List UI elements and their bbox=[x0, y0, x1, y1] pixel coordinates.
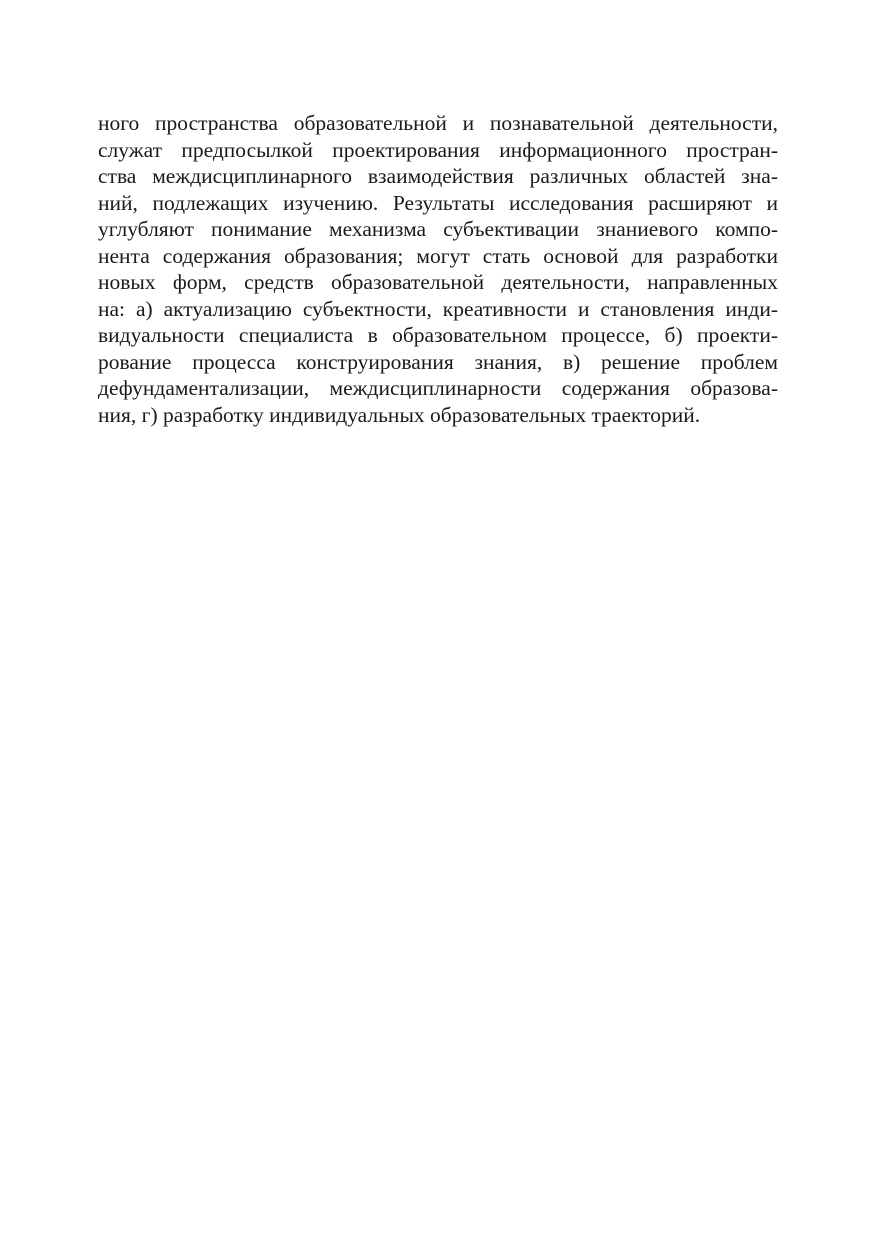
paragraph-line: видуальности специалиста в образовательном процессе, б) проекти- bbox=[98, 323, 778, 347]
paragraph-line: дефундаментализации, междисциплинарности содержания образова- bbox=[98, 376, 778, 400]
paragraph-line: на: а) актуализацию субъектности, креативности и становления инди- bbox=[98, 296, 778, 321]
paragraph-line: рование процесса конструирования знания, в) решение проблем bbox=[98, 349, 778, 374]
paragraph-line: ния, г) разработку индивидуальных образовательных траекторий. bbox=[98, 402, 701, 427]
paragraph-line: углубляют понимание механизма субъективации знаниевого компо- bbox=[98, 217, 778, 241]
paragraph-line: служат предпосылкой проектирования информационного простран- bbox=[98, 137, 778, 162]
paragraph-line: ний, подлежащих изучению. Результаты исследования расширяют и bbox=[98, 190, 778, 215]
paragraph-line: нента содержания образования; могут стать основой для разработки bbox=[98, 243, 778, 268]
paragraph-line: ства междисциплинарного взаимодействия различных областей зна- bbox=[98, 164, 778, 188]
paragraph-line: новых форм, средств образовательной деятельности, направленных bbox=[98, 270, 778, 294]
body-paragraph bbox=[98, 110, 778, 428]
paragraph-line: ного пространства образовательной и познавательной деятельности, bbox=[98, 111, 778, 135]
